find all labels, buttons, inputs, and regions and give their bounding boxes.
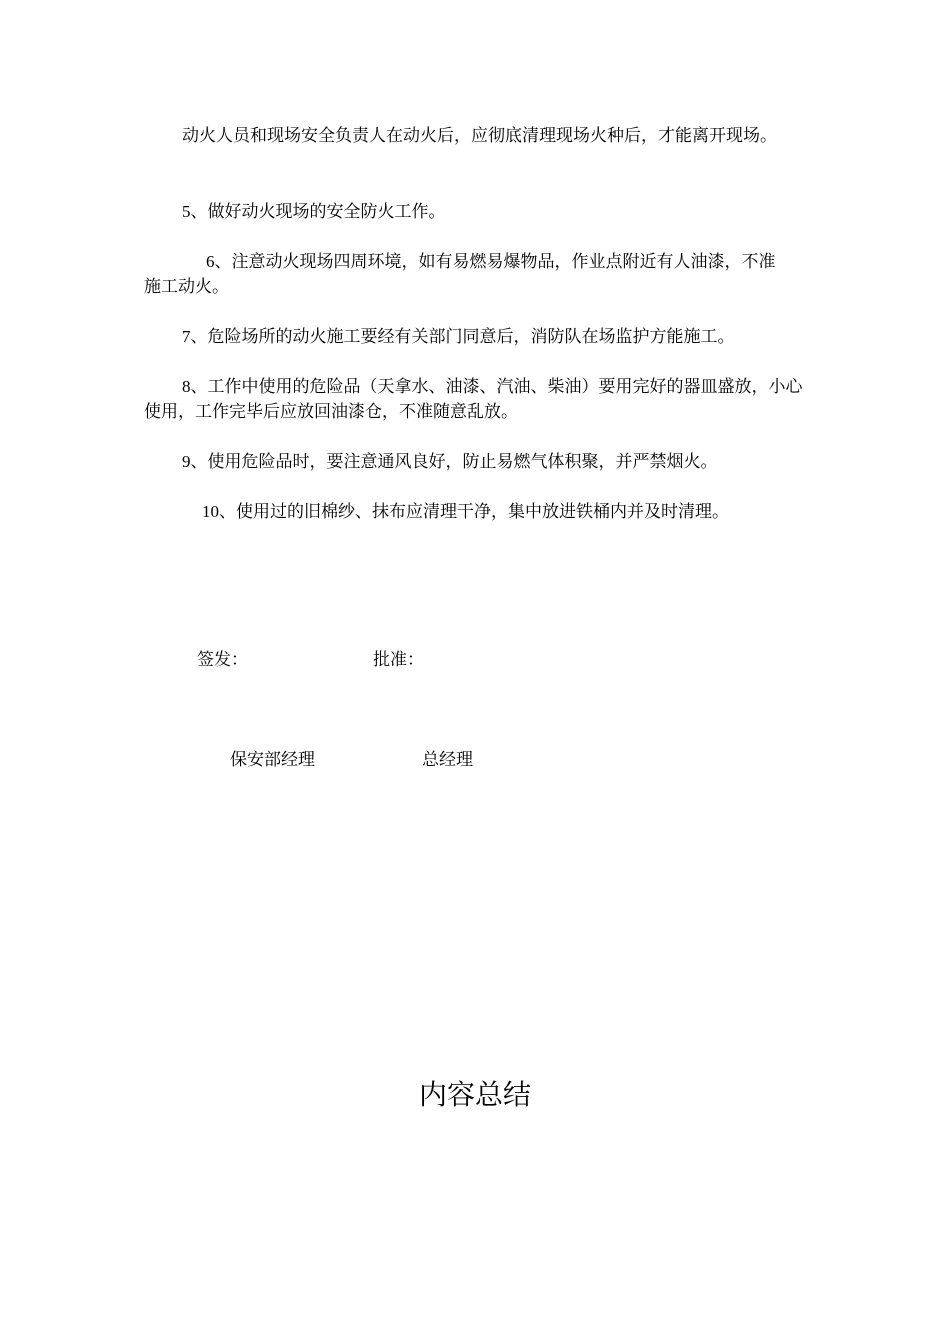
issue-label: 签发：: [197, 650, 248, 670]
item-number: 7: [182, 327, 191, 346]
issuer-title: 保安部经理: [230, 750, 315, 770]
paragraph-item-9: [144, 449, 814, 475]
paragraph-text: 、注意动火现场四周环境，如有易燃易爆物品，作业点附近有人油漆，不准施工动火。: [144, 252, 776, 297]
paragraph-item-5: [144, 199, 814, 225]
paragraph-fire-cleanup: [144, 124, 814, 149]
paragraph-item-8: [144, 374, 814, 425]
approve-label: 批准：: [373, 650, 424, 670]
paragraph-item-7: [144, 324, 814, 350]
item-number: 8: [182, 377, 191, 396]
paragraph-text: 、工作中使用的危险品（天拿水、油漆、汽油、柴油）要用完好的器皿盛放，小心使用，工作完毕后应放回油漆仓，不准随意乱放。: [144, 377, 803, 422]
item-number: 5: [182, 202, 191, 221]
item-number: 6: [206, 252, 215, 271]
item-number: 9: [182, 452, 191, 471]
paragraph-text: 、危险场所的动火施工要经有关部门同意后，消防队在场监护方能施工。: [190, 327, 735, 347]
item-number: 10: [202, 502, 219, 521]
approver-title: 总经理: [422, 750, 473, 770]
paragraph-text: 动火人员和现场安全负责人在动火后，应彻底清理现场火种后，才能离开现场。: [182, 126, 777, 146]
paragraph-text: 、做好动火现场的安全防火工作。: [190, 202, 446, 222]
paragraph-text: 、使用危险品时，要注意通风良好，防止易燃气体积聚，并严禁烟火。: [190, 452, 718, 472]
paragraph-item-6: [144, 249, 784, 300]
paragraph-text: 、使用过的旧棉纱、抹布应清理干净，集中放进铁桶内并及时清理。: [219, 502, 729, 522]
paragraph-item-10: [144, 499, 814, 525]
summary-heading: 内容总结: [418, 1078, 531, 1111]
